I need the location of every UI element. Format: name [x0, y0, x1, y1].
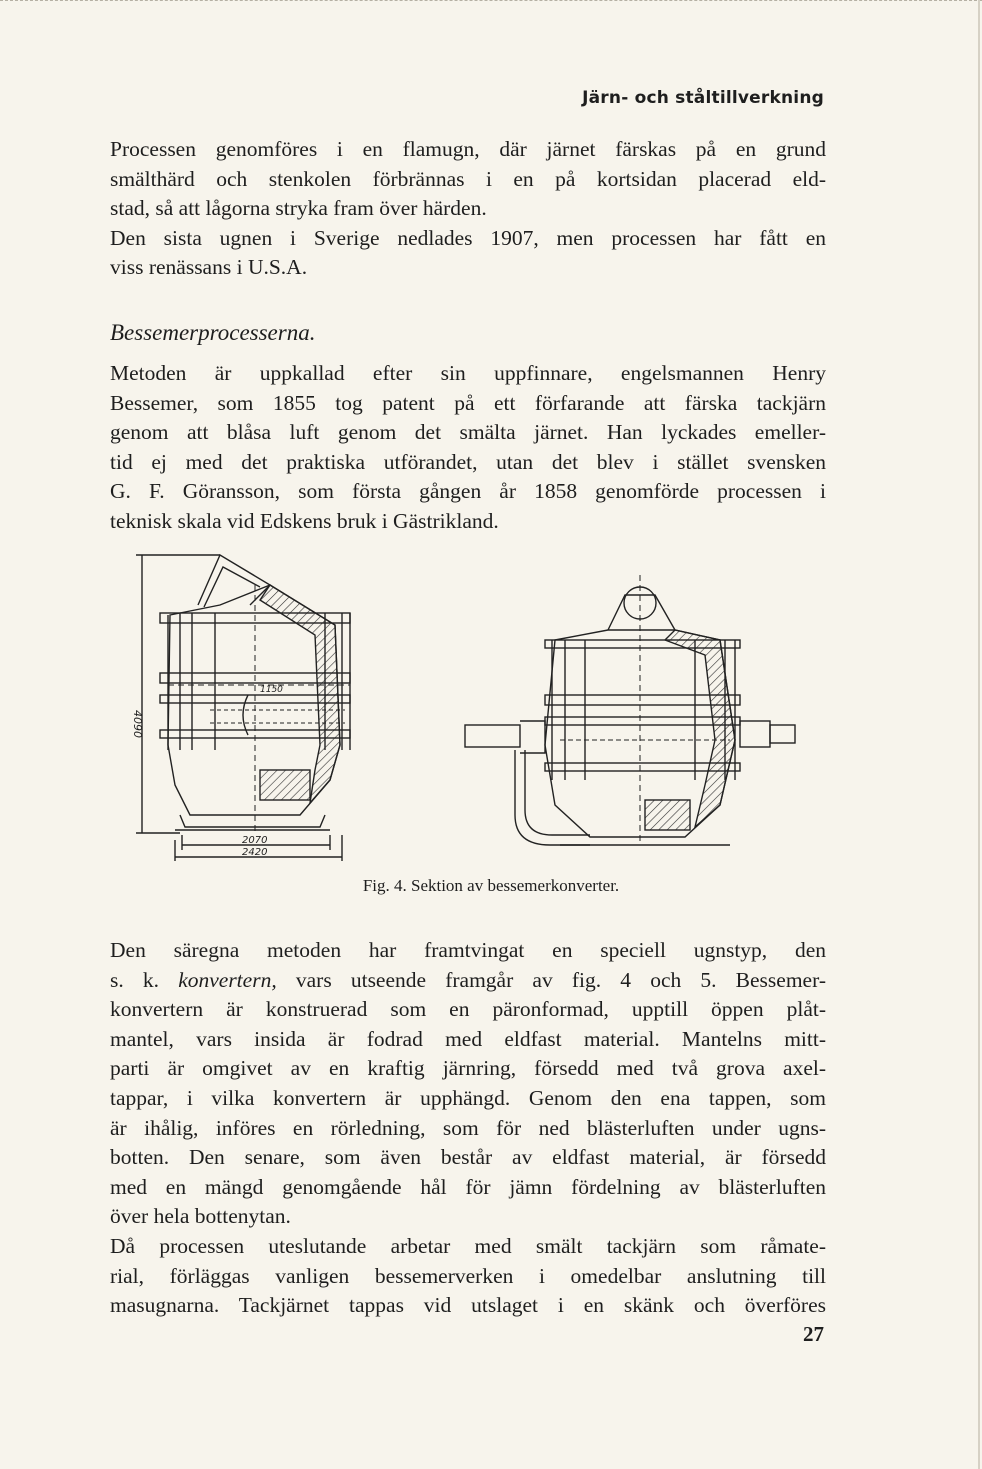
intro-paragraph [110, 135, 826, 283]
text-fragment: s. k. [110, 967, 179, 992]
text-line: är ihålig, införes en rörledning, som för ned blästerluften under ugns- [110, 1115, 826, 1140]
page-right-edge [978, 0, 980, 1469]
lower-paragraph-1 [110, 936, 826, 1232]
converter-side-section [136, 555, 350, 861]
text-line: botten. Den senare, som även består av eldfast material, är försedd [110, 1145, 826, 1170]
dimension-height-label: 4090 [131, 710, 144, 738]
converter-section-figure [120, 545, 800, 865]
text-line: smälthärd och stenkolen förbrännas i en på kortsidan placerad eld- [110, 166, 826, 191]
text-line: stad, så att lågorna stryka fram över härden. [110, 196, 487, 221]
text-line: Bessemer, som 1855 tog patent på ett förfarande att färska tackjärn [110, 390, 826, 415]
text-line: genom att blåsa luft genom det smälta järnet. Han lyckades emeller- [110, 420, 826, 445]
dimension-width-inner-label: 2070 [242, 835, 268, 846]
text-line: Då processen uteslutande arbetar med smält tackjärn som råmate- [110, 1234, 826, 1258]
text-line: rial, förläggas vanligen bessemerverken i omedelbar anslutning till [110, 1263, 826, 1288]
text-line: Den sista ugnen i Sverige nedlades 1907, men processen har fått en [110, 225, 826, 250]
text-fragment: vars utseende framgår av fig. 4 och 5. Bessemer- [276, 967, 826, 992]
text-line: Metoden är uppkallad efter sin uppfinnare, engelsmannen Henry [110, 361, 826, 385]
text-line: viss renässans i U.S.A. [110, 255, 308, 280]
italic-term: konvertern, [178, 967, 277, 992]
text-line: teknisk skala vid Edskens bruk i Gästrikland. [110, 508, 499, 533]
page-top-edge [0, 0, 982, 5]
page-number: 27 [803, 1322, 824, 1346]
figure-caption: Fig. 4. Sektion av bessemerkonverter. [362, 876, 620, 895]
text-line [110, 966, 826, 996]
converter-front-section [465, 575, 795, 845]
text-line: över hela bottenytan. [110, 1204, 291, 1229]
text-line: G. F. Göransson, som första gången år 1858 genomförde processen i [110, 479, 826, 504]
section-heading: Bessemerprocesserna. [110, 320, 316, 345]
text-line: Processen genomföres i en flamugn, där järnet färskas på en grund [110, 137, 826, 161]
dimension-inner-label: 1150 [260, 685, 283, 695]
lower-paragraph-2 [110, 1232, 826, 1321]
section-paragraph [110, 359, 826, 537]
dimension-width-outer-label: 2420 [242, 847, 268, 858]
text-line: tid ej med det praktiska utförandet, utan det blev i stället svensken [110, 449, 826, 474]
text-line: parti är omgivet av en kraftig järnring, försedd med två grova axel- [110, 1056, 826, 1081]
running-head: Järn- och ståltillverkning [582, 88, 824, 108]
text-line: med en mängd genomgående hål för jämn fördelning av blästerluften [110, 1174, 826, 1199]
text-line: masugnarna. Tackjärnet tappas vid utslaget i en skänk och överföres [110, 1293, 826, 1318]
text-line: mantel, vars insida är fodrad med eldfast material. Mantelns mitt- [110, 1026, 826, 1051]
text-line: Den säregna metoden har framtvingat en speciell ugnstyp, den [110, 938, 826, 962]
text-line: konvertern är konstruerad som en päronformad, upptill öppen plåt- [110, 997, 826, 1022]
text-line: tappar, i vilka konvertern är upphängd. Genom den ena tappen, som [110, 1085, 826, 1110]
